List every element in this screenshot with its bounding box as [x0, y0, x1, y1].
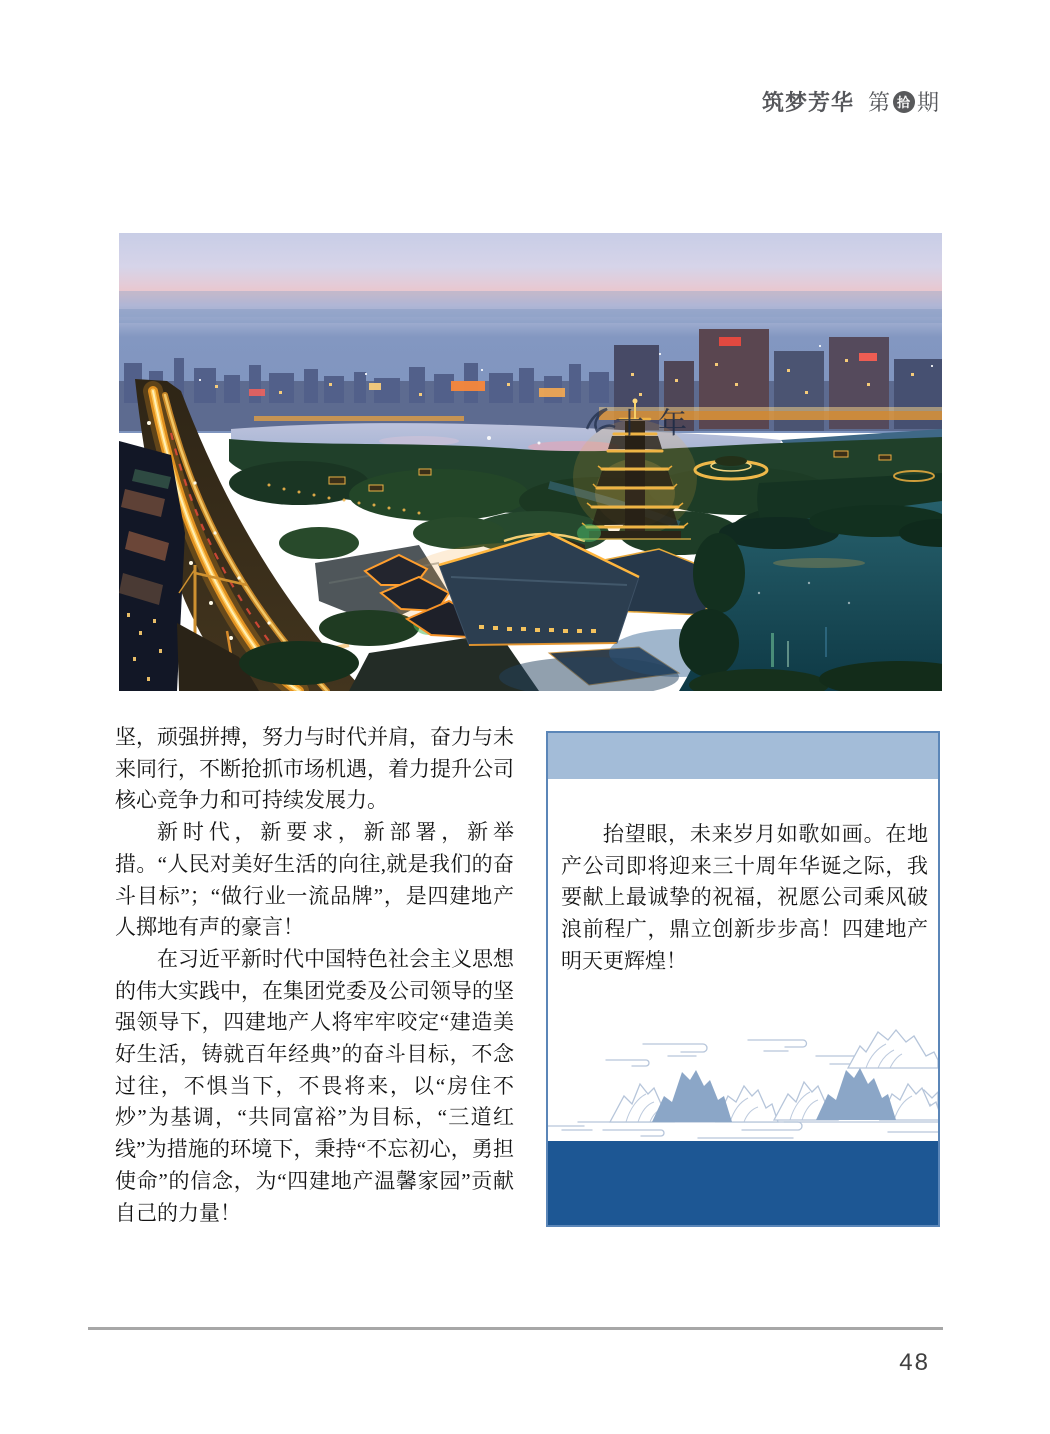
article-paragraph: 新时代，新要求，新部署，新举措。“人民对美好生活的向往,就是我们的奋斗目标”；“做行业一流品牌”，是四建地产人掷地有声的豪言！: [115, 820, 514, 940]
city-night-photo: [119, 233, 942, 691]
mountain-cloud-decoration: [548, 1026, 938, 1141]
article-paragraph: 坚，顽强拼搏，努力与时代并肩，奋力与未来同行，不断抢抓市场机遇，着力提升公司核心竞争力和可持续发展力。: [115, 725, 514, 813]
page-header: [762, 86, 940, 117]
box-header-band: [548, 733, 938, 779]
issue-prefix: 第: [867, 90, 891, 115]
footer-rule: [88, 1327, 943, 1330]
page-number: 48: [899, 1349, 930, 1376]
box-paragraph: 抬望眼，未来岁月如歌如画。在地产公司即将迎来三十周年华诞之际，我要献上最诚挚的祝福，祝愿公司乘风破浪前程广，鼎立创新步步高！四建地产明天更辉煌！: [561, 822, 928, 973]
magazine-title: 筑梦芳华: [761, 90, 854, 115]
issue-number: 拾: [896, 95, 911, 110]
closing-remarks-box: [546, 731, 940, 1227]
mountain-cloud-art: [548, 1026, 938, 1141]
photo-watermark: 十年: [615, 408, 702, 440]
box-footer-band: [548, 1141, 938, 1225]
article-paragraph: 在习近平新时代中国特色社会主义思想的伟大实践中，在集团党委及公司领导的坚强领导下，四建地产人将牢牢咬定“建造美好生活，铸就百年经典”的奋斗目标，不念过往，不惧当下，不畏将来，以“房住不炒”为基调，“共同富裕”为目标，“三道红线”为措施的环境下，秉持“不忘初心，勇担使命”的信念，为“四建地产温馨家园”贡献自己的力量！: [115, 946, 514, 1225]
box-body: [548, 779, 938, 978]
issue-number-badge: [893, 91, 915, 113]
issue-suffix: 期: [916, 90, 940, 115]
city-night-illustration: [119, 233, 942, 691]
issue-label: [868, 86, 940, 117]
article-body: [115, 722, 514, 1229]
